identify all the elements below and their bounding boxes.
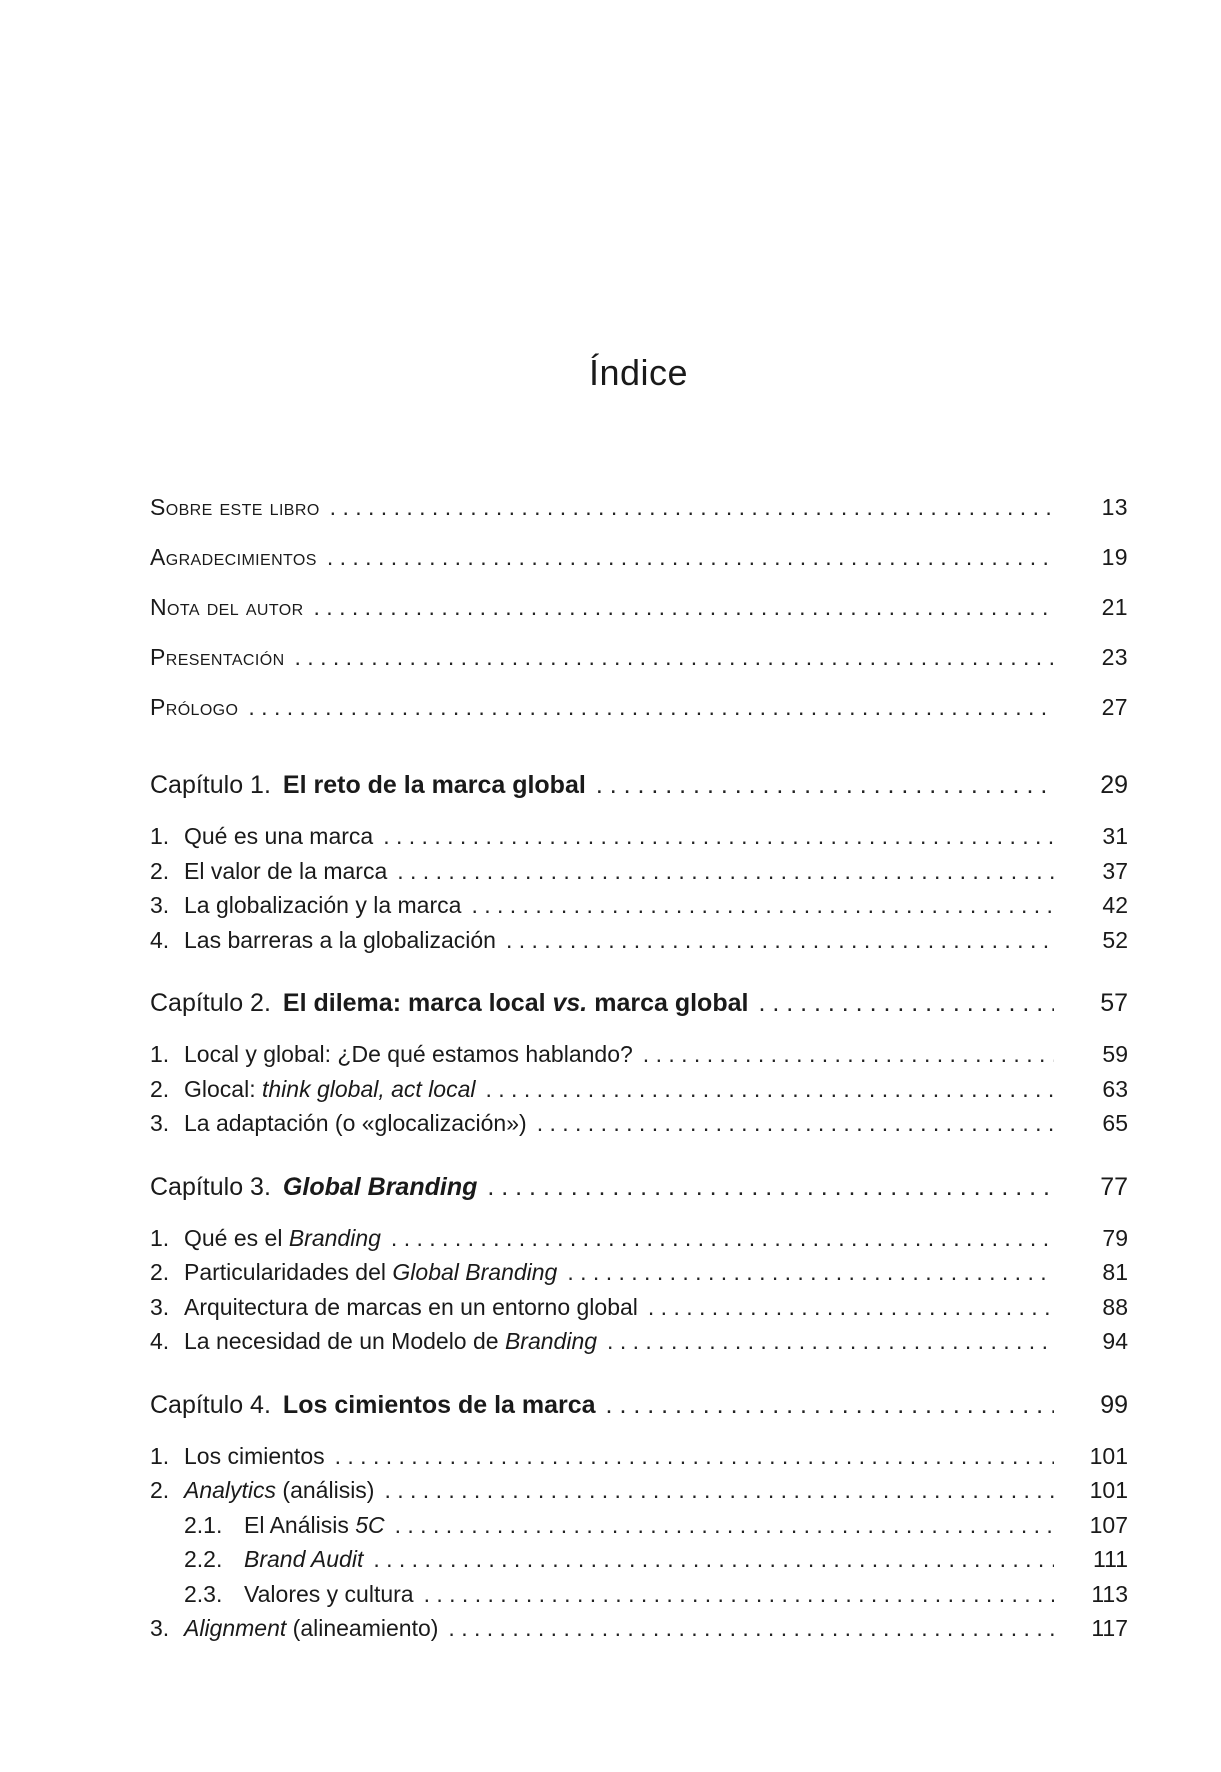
item-number: 3. xyxy=(150,1615,170,1641)
dot-leader xyxy=(424,1577,1054,1612)
dot-leader xyxy=(314,582,1054,632)
item-text: La necesidad de un Modelo de xyxy=(184,1328,505,1354)
item-number: 3. xyxy=(150,892,170,918)
toc-entry-page: 113 xyxy=(1091,1580,1128,1607)
dot-leader xyxy=(596,757,1054,813)
dot-leader xyxy=(330,482,1054,532)
toc-entry-page: 117 xyxy=(1091,1615,1128,1641)
item-number: 2. xyxy=(150,1075,170,1102)
dot-leader xyxy=(448,1611,1054,1646)
item-number: 2. xyxy=(150,1259,170,1285)
toc-entry-label: Sobre este libro xyxy=(150,494,320,520)
toc-entry-page: 13 xyxy=(1101,494,1128,520)
toc-entry-page: 59 xyxy=(1102,1041,1128,1067)
toc-item[interactable] xyxy=(150,1473,1128,1508)
item-text: El Análisis xyxy=(244,1511,356,1538)
item-text: Los cimientos xyxy=(184,1442,325,1469)
chapter-title: El reto de la marca global xyxy=(282,771,586,799)
toc-subitem[interactable] xyxy=(150,1542,1128,1577)
item-number: 2.2. xyxy=(184,1546,223,1572)
dot-leader xyxy=(383,819,1054,854)
toc-entry-page: 23 xyxy=(1101,644,1128,670)
item-number: 3. xyxy=(150,1293,170,1320)
toc-item[interactable] xyxy=(150,1611,1128,1646)
toc-chapter-4[interactable] xyxy=(150,1377,1128,1433)
dot-leader xyxy=(567,1255,1054,1290)
toc-entry-page: 111 xyxy=(1093,1546,1128,1572)
toc-entry-agradecimientos[interactable] xyxy=(150,532,1128,582)
toc-item[interactable] xyxy=(150,854,1128,889)
item-text-italic: Branding xyxy=(288,1224,381,1251)
toc-entry-page: 57 xyxy=(1100,989,1128,1017)
toc-item[interactable] xyxy=(150,1106,1128,1141)
dot-leader xyxy=(373,1542,1054,1577)
table-of-contents xyxy=(150,482,1128,1646)
dot-leader xyxy=(648,1290,1054,1325)
toc-entry-page: 79 xyxy=(1102,1224,1128,1251)
item-text-italic: think global, act local xyxy=(261,1075,476,1102)
dot-leader xyxy=(471,888,1054,923)
item-number: 2. xyxy=(150,857,170,884)
dot-leader xyxy=(248,682,1054,732)
toc-entry-page: 99 xyxy=(1100,1390,1128,1419)
page-title: Índice xyxy=(588,352,689,393)
dot-leader xyxy=(643,1037,1054,1072)
toc-entry-page: 27 xyxy=(1101,694,1128,720)
chapter-prefix: Capítulo 4. xyxy=(150,1390,271,1419)
toc-entry-label: Prólogo xyxy=(150,694,239,720)
item-text: La adaptación (o «glocalización») xyxy=(184,1110,527,1136)
dot-leader xyxy=(335,1439,1054,1474)
toc-item[interactable] xyxy=(150,1324,1128,1359)
toc-entry-page: 37 xyxy=(1102,857,1128,884)
dot-leader xyxy=(607,1324,1054,1359)
item-number: 4. xyxy=(150,1328,170,1354)
item-text-italic: Alignment xyxy=(184,1615,287,1641)
toc-entry-label: Agradecimientos xyxy=(150,544,317,570)
toc-item[interactable] xyxy=(150,1290,1128,1325)
item-text-italic: Analytics xyxy=(184,1477,277,1503)
chapter-heading xyxy=(150,757,586,813)
item-text: Local y global: ¿De qué estamos hablando? xyxy=(184,1041,633,1067)
toc-subitem[interactable] xyxy=(150,1508,1128,1543)
dot-leader xyxy=(395,1508,1054,1543)
toc-entry-presentacion[interactable] xyxy=(150,632,1128,682)
item-number: 1. xyxy=(150,823,170,849)
toc-entry-page: 94 xyxy=(1102,1328,1128,1354)
toc-entry-page: 42 xyxy=(1102,892,1128,918)
toc-entry-page: 19 xyxy=(1101,544,1128,570)
toc-chapter-1[interactable] xyxy=(150,757,1128,813)
toc-item[interactable] xyxy=(150,1072,1128,1107)
item-number: 2.1. xyxy=(184,1511,223,1538)
toc-entry-label: Presentación xyxy=(150,644,285,670)
toc-subitem[interactable] xyxy=(150,1577,1128,1612)
item-number: 4. xyxy=(150,926,170,953)
toc-chapter-3[interactable] xyxy=(150,1159,1128,1215)
chapter-title: Global Branding xyxy=(282,1172,478,1201)
item-text: La globalización y la marca xyxy=(184,892,462,918)
toc-entry-page: 107 xyxy=(1089,1511,1128,1538)
item-number: 1. xyxy=(150,1041,170,1067)
toc-entry-page: 63 xyxy=(1102,1075,1128,1102)
toc-entry-page: 101 xyxy=(1089,1477,1128,1503)
toc-entry-sobre-este-libro[interactable] xyxy=(150,482,1128,532)
chapter-title: Los cimientos de la marca xyxy=(282,1390,596,1419)
item-number: 3. xyxy=(150,1110,170,1136)
toc-item[interactable] xyxy=(150,923,1128,958)
item-text-italic: Branding xyxy=(504,1328,598,1354)
toc-entry-label: Nota del autor xyxy=(150,594,304,620)
toc-item[interactable] xyxy=(150,1255,1128,1290)
toc-entry-page: 31 xyxy=(1102,823,1128,849)
item-number: 1. xyxy=(150,1224,170,1251)
item-text-italic: Global Branding xyxy=(392,1259,558,1285)
toc-entry-page: 88 xyxy=(1102,1293,1128,1320)
item-text: El valor de la marca xyxy=(184,857,388,884)
item-text: Particularidades del xyxy=(184,1259,393,1285)
toc-entry-page: 52 xyxy=(1102,926,1128,953)
item-text: Valores y cultura xyxy=(244,1580,414,1607)
dot-leader xyxy=(606,1377,1054,1433)
item-text: Glocal: xyxy=(184,1075,262,1102)
dot-leader xyxy=(397,854,1054,889)
dot-leader xyxy=(391,1221,1054,1256)
dot-leader xyxy=(758,975,1054,1031)
dot-leader xyxy=(506,923,1054,958)
toc-chapter-2[interactable] xyxy=(150,975,1128,1031)
item-text: Las barreras a la globalización xyxy=(184,926,496,953)
toc-entry-nota-del-autor[interactable] xyxy=(150,582,1128,632)
toc-entry-page: 29 xyxy=(1100,771,1128,799)
chapter-prefix: Capítulo 3. xyxy=(150,1172,271,1201)
item-number: 2. xyxy=(150,1477,170,1503)
dot-leader xyxy=(384,1473,1054,1508)
toc-item[interactable] xyxy=(150,1439,1128,1474)
toc-entry-page: 101 xyxy=(1089,1442,1128,1469)
toc-item[interactable] xyxy=(150,1037,1128,1072)
chapter-title-end: marca global xyxy=(587,989,749,1017)
item-text: Qué es el xyxy=(184,1224,289,1251)
dot-leader xyxy=(537,1106,1054,1141)
chapter-prefix: Capítulo 1. xyxy=(150,771,271,799)
toc-item[interactable] xyxy=(150,888,1128,923)
toc-item[interactable] xyxy=(150,819,1128,854)
item-text: Arquitectura de marcas en un entorno global xyxy=(184,1293,638,1320)
chapter-heading xyxy=(150,1377,596,1433)
dot-leader xyxy=(295,632,1054,682)
item-number: 1. xyxy=(150,1442,170,1469)
item-text-italic: Brand Audit xyxy=(244,1546,364,1572)
chapter-prefix: Capítulo 2. xyxy=(150,989,271,1017)
chapter-title-italic: vs. xyxy=(552,989,588,1017)
toc-entry-page: 21 xyxy=(1101,594,1128,620)
chapter-title: El dilema: marca local xyxy=(282,989,553,1017)
toc-entry-page: 81 xyxy=(1102,1259,1128,1285)
item-number: 2.3. xyxy=(184,1580,223,1607)
item-text: (análisis) xyxy=(276,1477,375,1503)
dot-leader xyxy=(327,532,1054,582)
item-text: (alineamiento) xyxy=(286,1615,439,1641)
toc-item[interactable] xyxy=(150,1221,1128,1256)
item-text: Qué es una marca xyxy=(184,823,374,849)
toc-entry-page: 65 xyxy=(1102,1110,1128,1136)
chapter-heading xyxy=(150,975,748,1031)
chapter-heading xyxy=(150,1159,477,1215)
toc-entry-page: 77 xyxy=(1100,1172,1128,1201)
dot-leader xyxy=(487,1159,1054,1215)
toc-entry-prologo[interactable] xyxy=(150,682,1128,732)
item-text-italic: 5C xyxy=(355,1511,385,1538)
dot-leader xyxy=(486,1072,1055,1107)
